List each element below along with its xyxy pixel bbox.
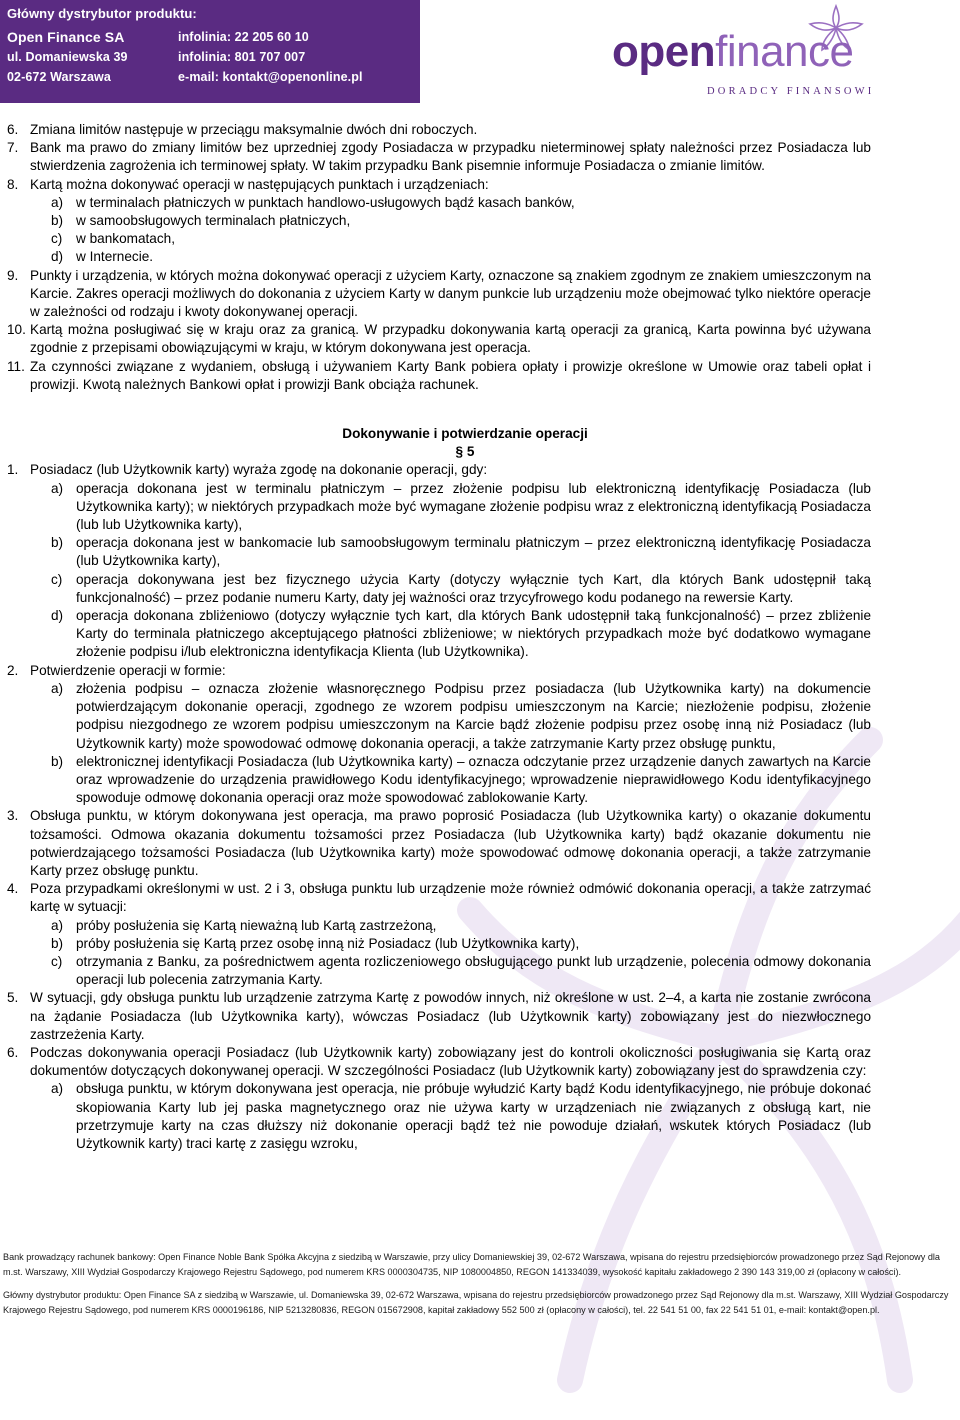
sub-list-item: b) próby posłużenia się Kartą przez osobę inną niż Posiadacz (lub Użytkownika karty), — [51, 935, 580, 951]
section-number: § 5 — [455, 444, 475, 460]
page-header — [0, 0, 960, 108]
list-item: 8. Kartą można dokonywać operacji w następujących punktach i urządzeniach: — [7, 176, 489, 192]
distributor-company: Open Finance SA — [7, 29, 125, 45]
list-item: 1. Posiadacz (lub Użytkownik karty) wyraża zgodę na dokonanie operacji, gdy: — [7, 462, 488, 478]
sub-list-item: a) w terminalach płatniczych w punktach handlowo-usługowych bądź kasach banków, — [51, 194, 575, 210]
sub-list-item: c) operacja dokonywana jest bez fizycznego użycia Karty (dotyczy wyłącznie tych Kart, dla których Bank udostępnił taką funkcjonalność) – przez podanie numeru Karty, daty jej ważności oraz trzycyfrowego kodu podanego na rewersie Karty. — [51, 571, 871, 605]
hotline-1: infolinia: 22 205 60 10 — [178, 30, 309, 44]
open-finance-logo — [612, 27, 854, 76]
distributor-email: e-mail: kontakt@openonline.pl — [178, 70, 363, 84]
list-item: 9. Punkty i urządzenia, w których można dokonywać operacji z użyciem Karty, oznaczone są znakiem zgodnym ze znakiem umieszczonym na Karcie. Zakres operacji możliwych do dokonania z użyciem Karty w danym punkcie lub urządzeniu może obejmować tylko niektóre operacje w zależności od rodzaju i kwoty dokonywanej operacji. — [7, 267, 871, 320]
distributor-info-band — [0, 0, 420, 103]
sub-list-item: d) w Internecie. — [51, 249, 154, 265]
list-item: 10. Kartą można posługiwać się w kraju oraz za granicą. W przypadku dokonywania kartą operacji za granicą, Karta powinna być używana zgodnie z przepisami obowiązującymi w kraju, w którym dokonywana jest operacja. — [7, 322, 871, 356]
distributor-legal-info: Główny dystrybutor produktu: Open Finance SA z siedzibą w Warszawie, ul. Domaniewska 39, 02-672 Warszawa, wpisana do rejestru przedsiębiorców prowadzonego przez Sąd Rejonowy dla m.st. Warszawy, XIII Wydział Gospodarczy Krajowego Rejestru Sądowego, pod numerem KRS 0000196186, NIP 5213280836, REGON 015672908, kapitał zakładowy 552 500 zł (opłacony w całości), tel. 22 541 51 00, fax 22 541 51 01, e-mail: kontakt@open.pl. — [3, 1290, 949, 1315]
sub-list-item: a) próby posłużenia się Kartą nieważną lub Kartą zastrzeżoną, — [51, 917, 437, 933]
sub-list-item: b) operacja dokonana jest w bankomacie lub samoobsługowym terminalu płatniczym – przez elektroniczną identyfikację Posiadacza (lub Użytkownika karty), — [51, 535, 871, 569]
logo-tagline: DORADCY FINANSOWI — [707, 86, 875, 97]
sub-list-item: a) obsługa punktu, w którym dokonywana jest operacja, nie próbuje wyłudzić Karty bądź Kodu identyfikacyjnego, nie próbuje dokonać skopiowania Karty lub jej paska magnetycznego oraz nie używa karty w urządzeniach nie związanych z obsługą kart, nie przetrzymuje karty na czas dłuższy niż dokonanie operacji bądź też nie powoduje działań, wskutek których Posiadacz (lub Użytkownik karty) traci kartę z zasięgu wzroku, — [51, 1081, 871, 1151]
list-item: 2. Potwierdzenie operacji w formie: — [7, 662, 226, 678]
distributor-label: Główny dystrybutor produktu: — [7, 6, 197, 21]
distributor-city: 02-672 Warszawa — [7, 70, 111, 84]
sub-list-item: b) elektronicznej identyfikacji Posiadacza (lub Użytkownika karty) – oznacza odczytanie przez urządzenie danych zawartych na Karcie oraz wprowadzenie do urządzenia prawidłowego Kodu identyfikacyjnego; wprowadzenie nieprawidłowego Kodu identyfikacyjnego spowoduje odmowę dokonania operacji oraz może spowodować zablokowanie Karty. — [51, 753, 871, 806]
list-item: 7. Bank ma prawo do zmiany limitów bez uprzedniej zgody Posiadacza w przypadku nieterminowej spłaty należności przez Posiadacza lub stwierdzenia zagrożenia ich terminowej spłaty. W takim przypadku Bank pisemnie informuje Posiadacza o zmianie limitów. — [7, 140, 871, 174]
sub-list-item: a) operacja dokonana jest w terminalu płatniczym – przez złożenie podpisu lub elektroniczną identyfikację Posiadacza (lub Użytkownika karty); w niektórych przypadkach może być wymagane złożenie podpisu wraz z elektroniczną identyfikacją Posiadacza (lub lub Użytkownika karty), — [51, 480, 871, 533]
document-body — [0, 121, 960, 1153]
list-item: 11. Za czynności związane z wydaniem, obsługą i używaniem Karty Bank pobiera opłaty i prowizje określone w Umowie oraz tabeli opłat i prowizji. Kwotą należnych Bankowi opłat i prowizji Bank obciąża rachunek. — [7, 358, 871, 392]
hotline-2: infolinia: 801 707 007 — [178, 50, 306, 64]
logo-word-open: open — [612, 27, 716, 76]
logo-word-finance: finance — [715, 27, 854, 76]
list-item: 6. Zmiana limitów następuje w przeciągu maksymalnie dwóch dni roboczych. — [7, 122, 478, 137]
distributor-street: ul. Domaniewska 39 — [7, 50, 128, 64]
list-item: 3. Obsługa punktu, w którym dokonywana jest operacja, ma prawo poprosić Posiadacza (lub Użytkownika karty) o okazanie dokumentu tożsamości. Odmowa okazania dokumentu tożsamości przez Posiadacza (lub Użytkownika karty) bądź okazanie dokumentu nie potwierdzającego tożsamości Posiadacza (lub Użytkownika karty) może spowodować odmowę dokonania operacji, a także zatrzymanie Karty przez obsługę punktu. — [7, 808, 871, 878]
page-footer — [0, 1250, 960, 1318]
sub-list-item: d) operacja dokonana zbliżeniowo (dotyczy wyłącznie tych kart, dla których Bank udostępnił taką funkcjonalność) – przez zbliżenie Karty do terminala płatniczego akceptującego płatności zbliżeniowe; w niektórych przypadkach może być dodatkowo wymagane złożenie podpisu i/lub elektroniczna identyfikacja Klienta (lub Użytkownika). — [51, 608, 871, 660]
list-item: 6. Podczas dokonywania operacji Posiadacz (lub Użytkownik karty) zobowiązany jest do kontroli okoliczności posługiwania się Kartą oraz dokumentów dotyczących dokonywanej operacji. W szczególności Posiadacz (lub Użytkownik karty) zobowiązany jest do sprawdzenia czy: — [7, 1044, 871, 1079]
sub-list-item: a) złożenia podpisu – oznacza złożenie własnoręcznego Podpisu przez posiadacza (lub Użytkownika karty) na dokumencie potwierdzającym dokonanie operacji, zgodnego ze wzorem podpisu umieszczonym na Karcie; niezłożenie podpisu, złożenie podpisu niezgodnego ze wzorem podpisu umieszczonym na Karcie bądź złożenie podpisu przez osobę inną niż Posiadacz (lub Użytkownik karty) może spowodować odmowę dokonania operacji, a także zatrzymanie Karty przez obsługę punktu, — [51, 680, 871, 751]
sub-list-item: c) otrzymania z Banku, za pośrednictwem agenta rozliczeniowego obsługującego punkt lub urządzenie, polecenia odmowy dokonania operacji lub polecenia zatrzymania Karty. — [51, 953, 871, 988]
list-item: 5. W sytuacji, gdy obsługa punktu lub urządzenie zatrzyma Kartę z powodów innych, niż określone w ust. 2–4, a karta nie zostanie zwrócona na żądanie Posiadacza (lub Użytkownika karty), wówczas Posiadacz (lub Użytkownik karty) zobowiązany jest do niezwłocznego zastrzeżenia Karty. — [7, 990, 871, 1042]
list-item: 4. Poza przypadkami określonymi w ust. 2 i 3, obsługa punktu lub urządzenie może również odmówić dokonania operacji, a także zatrzymać kartę w sytuacji: — [7, 881, 871, 915]
sub-list-item: c) w bankomatach, — [51, 231, 175, 247]
section-title: Dokonywanie i potwierdzanie operacji — [342, 426, 588, 442]
sub-list-item: b) w samoobsługowych terminalach płatniczych, — [51, 213, 351, 229]
bank-legal-info: Bank prowadzący rachunek bankowy: Open Finance Noble Bank Spółka Akcyjna z siedzibą w Warszawie, przy ulicy Domaniewskiej 39, 02-672 Warszawa, wpisana do rejestru przedsiębiorców prowadzonego przez Sąd Rejonowy dla m.st. Warszawy, XIII Wydział Gospodarczy Krajowego Rejestru Sądowego, pod numerem KRS 0000304735, NIP 1080004850, REGON 141334039, wysokość kapitału zakładowego 2 390 143 319,00 zł (opłacony w całości). — [3, 1252, 940, 1277]
